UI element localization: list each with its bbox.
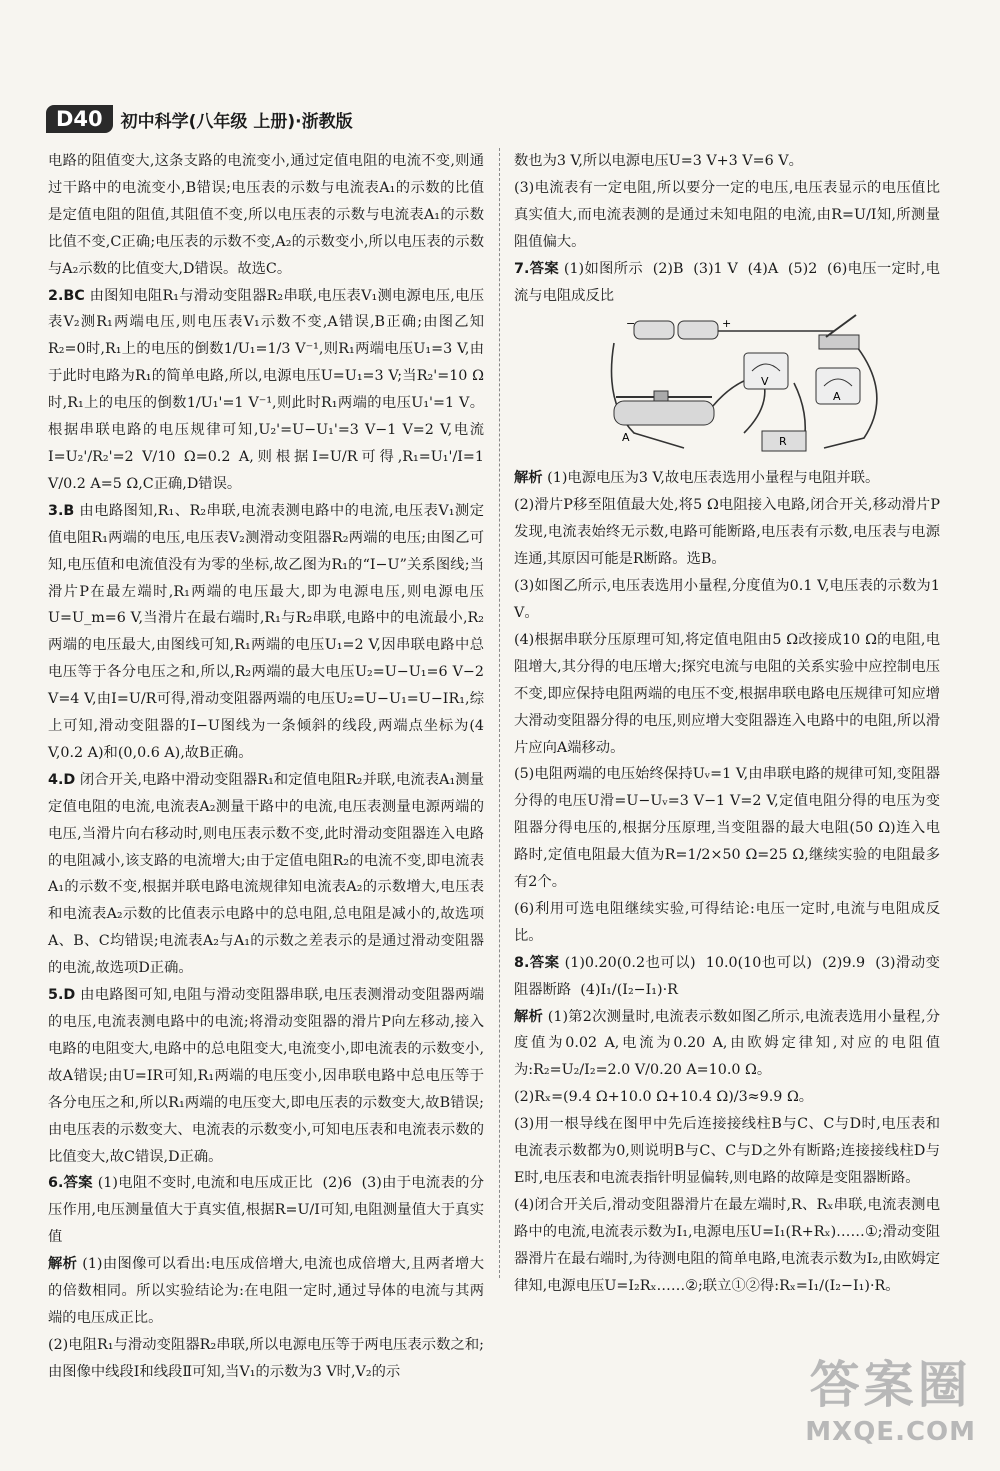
voltmeter-icon — [744, 353, 788, 389]
ammeter-icon — [816, 368, 860, 404]
site-watermark — [805, 1345, 976, 1447]
right-column — [514, 148, 940, 1300]
watermark-domain: MXQE.COM — [805, 1417, 976, 1447]
page-header — [46, 104, 353, 134]
svg-text:V: V — [761, 375, 769, 389]
svg-text:A: A — [833, 390, 841, 404]
switch-icon — [819, 315, 859, 349]
answer-item-6: 6.答案 (1)电阻不变时,电流和电压成正比 (2)6 (3)由于电流表的分压作用,电压测量值大于真实值,根据R=U/I可知,电阻测量值大于真实值 — [48, 1175, 484, 1246]
analysis-item-6-cont: 数也为3 V,所以电源电压U=3 V+3 V=6 V。 (3)电流表有一定电阻,所以要分一定的电压,电压表显示的电压值比真实值大,而电流表测的是通过未知电阻的电流,由R=U/I知,所测量阻值偏大。 — [514, 153, 940, 250]
answer-item-8: 8.答案 (1)0.20(0.2也可以) 10.0(10也可以) (2)9.9 (3)滑动变阻器断路 (4)I₁/(I₂−I₁)·R — [514, 954, 940, 998]
svg-text:−: − — [626, 317, 636, 331]
answer-item-3: 3.B 由电路图知,R₁、R₂串联,电流表测电路中的电流,电压表V₁测定值电阻R₁两端的电压,电压表V₂测滑动变阻器R₂两端的电压;由图乙可知,电压值和电流值没有为零的坐标,故乙图为R₁的“I−U”关系图线;当滑片P在最左端时,R₁两端的电压最大,即为电源电压,则电源电压U=U_m=6 V,当滑片在最右端时,R₁与R₂串联,电路中的电流最小,R₂两端的电压最大,由图线可知,R₁两端的电压U₁=2 V,因串联电路中总电压等于各分电压之和,所以,R₂两端的最大电压U₂=U−U₁=6 V−2 V=4 V,由I=U/R可得,滑动变阻器两端的电压U₂=U−U₁=U−IR₁,综上可知,滑动变阻器的I−U图线为一条倾斜的线段,两端点坐标为(4 V,0.2 A)和(0,0.6 A),故B正确。 — [48, 502, 489, 761]
left-column — [48, 148, 489, 1386]
answer-item-1-cont: 电路的阻值变大,这条支路的电流变小,通过定值电阻的电流不变,则通过干路中的电流变小,B错误;电压表的示数与电流表A₁的示数的比值是定值电阻的阻值,其阻值不变,所以电压表的示数与电流表A₁的示数比值不变,C正确;电压表的示数不变,A₂的示数变小,所以电压表的示数与A₂示数的比值变大,D错误。故选C。 — [48, 153, 484, 277]
svg-text:R: R — [779, 435, 787, 449]
circuit-diagram — [594, 313, 894, 461]
svg-text:A: A — [622, 431, 630, 445]
rheostat-icon — [614, 391, 714, 444]
answer-item-4: 4.D 闭合开关,电路中滑动变阻器R₁和定值电阻R₂并联,电流表A₁测量定值电阻的电流,电流表A₂测量干路中的电流,电压表测量电源两端的电压,当滑片向右移动时,则电压表示数不变,此时滑动变阻器连入电路的电阻减小,该支路的电流增大;由于定值电阻R₂的电流不变,即电流表A₁的示数不变,根据并联电路电流规律知电流表A₂的示数增大,电压表和电流表A₂示数的比值表示电路中的总电阻,总电阻是减小的,故选项A、B、C均错误;电流表A₂与A₁的示数之差表示的是通过滑动变阻器的电流,故选项D正确。 — [48, 771, 485, 977]
analysis-item-7: 解析 (1)电源电压为3 V,故电压表选用小量程与电阻并联。 (2)滑片P移至阻值最大处,将5 Ω电阻接入电路,闭合开关,移动滑片P发现,电流表始终无示数,电路可能断路,电压表有示数,电压表与电源连通,其原因可能是R断路。选B。 (3)如图乙所示,电压表选用小量程,分度值为0.1 V,电压表的示数为1 V。 (4)根据串联分压原理可知,将定值电阻由5 Ω改接成10 Ω的电阻,电阻增大,其分得的电压增大;探究电流与电阻的关系实验中应控制电压不变,即应保持电阻两端的电压不变,根据串联电路电压规律可知应增大滑动变阻器分得的电压,则应增大变阻器连入电路中的电阻,所以滑片应向A端移动。 (5)电阻两端的电压始终保持Uᵥ=1 V,由串联电路的规律可知,变阻器分得的电压U滑=U−Uᵥ=3 V−1 V=2 V,定值电阻分得的电压为变阻器分得电压的,根据分压原理,当变阻器的最大电阻(50 Ω)连入电路时,定值电阻最大值为R=1/2×50 Ω=25 Ω,继续实验的电阻最多有2个。 (6)利用可选电阻继续实验,可得结论:电压一定时,电流与电阻成反比。 — [514, 470, 940, 944]
svg-text:+: + — [722, 317, 732, 331]
resistor-icon — [762, 431, 806, 451]
circuit-diagram-figure — [594, 313, 894, 461]
page-number-badge: D40 — [46, 105, 113, 133]
column-divider — [499, 148, 500, 1278]
battery-icon — [634, 321, 718, 339]
answer-item-5: 5.D 由电路图可知,电阻与滑动变阻器串联,电压表测滑动变阻器两端的电压,电流表测电路中的电流;将滑动变阻器的滑片P向左移动,接入电路的电阻变大,电路中的总电阻变大,电流变小,即电流表的示数变小,故A错误;由U=IR可知,R₁两端的电压变小,因串联电路中总电压等于各分电压之和,所以R₁两端的电压变大,即电压表的示数变大,故B错误;由电压表的示数变大、电流表的示数变小,可知电压表和电流表示数的比值变大,故C错误,D正确。 — [48, 987, 484, 1165]
analysis-item-8: 解析 (1)第2次测量时,电流表示数如图乙所示,电流表选用小量程,分度值为0.02 A,电流为0.20 A,由欧姆定律知,对应的电阻值为:R₂=U₂/I₂=2.0 V/0.20 A=10.0 Ω。 (2)Rₓ=(9.4 Ω+10.0 Ω+10.4 Ω)/3≈9.9 Ω。 (3)用一根导线在图甲中先后连接接线柱B与C、C与D时,电压表和电流表示数都为0,则说明B与C、C与D之外有断路;连接接线柱D与E时,电压表和电流表指针明显偏转,则电路的故障是变阻器断路。 (4)闭合开关后,滑动变阻器滑片在最左端时,R、Rₓ串联,电流表测电路中的电流,电流表示数为I₁,电源电压U=I₁(R+Rₓ)……①;滑动变阻器滑片在最右端时,为待测电阻的简单电路,电流表示数为I₂,由欧姆定律知,电源电压U=I₂Rₓ……②;联立①②得:Rₓ=I₁/(I₂−I₁)·R。 — [514, 1008, 941, 1294]
watermark-logo-text: 答案圈 — [809, 1356, 972, 1414]
answer-item-7: 7.答案 (1)如图所示 (2)B (3)1 V (4)A (5)2 (6)电压一定时,电流与电阻成反比 — [514, 260, 940, 304]
book-title: 初中科学(八年级 上册)·浙教版 — [120, 111, 353, 132]
analysis-item-6: 解析 (1)由图像可以看出:电压成倍增大,电流也成倍增大,且两者增大的倍数相同。所以实验结论为:在电阻一定时,通过导体的电流与其两端的电压成正比。 (2)电阻R₁与滑动变阻器R₂串联,所以电源电压等于两电压表示数之和;由图像中线段Ⅰ和线段Ⅱ可知,当V₁的示数为3 V时,V₂的示 — [48, 1256, 485, 1380]
answer-item-2: 2.BC 由图知电阻R₁与滑动变阻器R₂串联,电压表V₁测电源电压,电压表V₂测R₁两端电压,则电压表V₁示数不变,A错误,B正确;由图乙知R₂=0时,R₁上的电压的倒数1/U₁=1/3 V⁻¹,则R₁两端电压U₁=3 V,由于此时电路为R₁的简单电路,所以,电源电压U=U₁=3 V;当R₂'=10 Ω时,R₁上的电压的倒数1/U₁'=1 V⁻¹,则此时R₁两端的电压U₁'=1 V。根据串联电路的电压规律可知,U₂'=U−U₁'=3 V−1 V=2 V,电流I=U₂'/R₂'=2 V/10 Ω=0.2 A,则根据I=U/R可得,R₁=U₁'/I=1 V/0.2 A=5 Ω,C正确,D错误。 — [48, 287, 489, 492]
